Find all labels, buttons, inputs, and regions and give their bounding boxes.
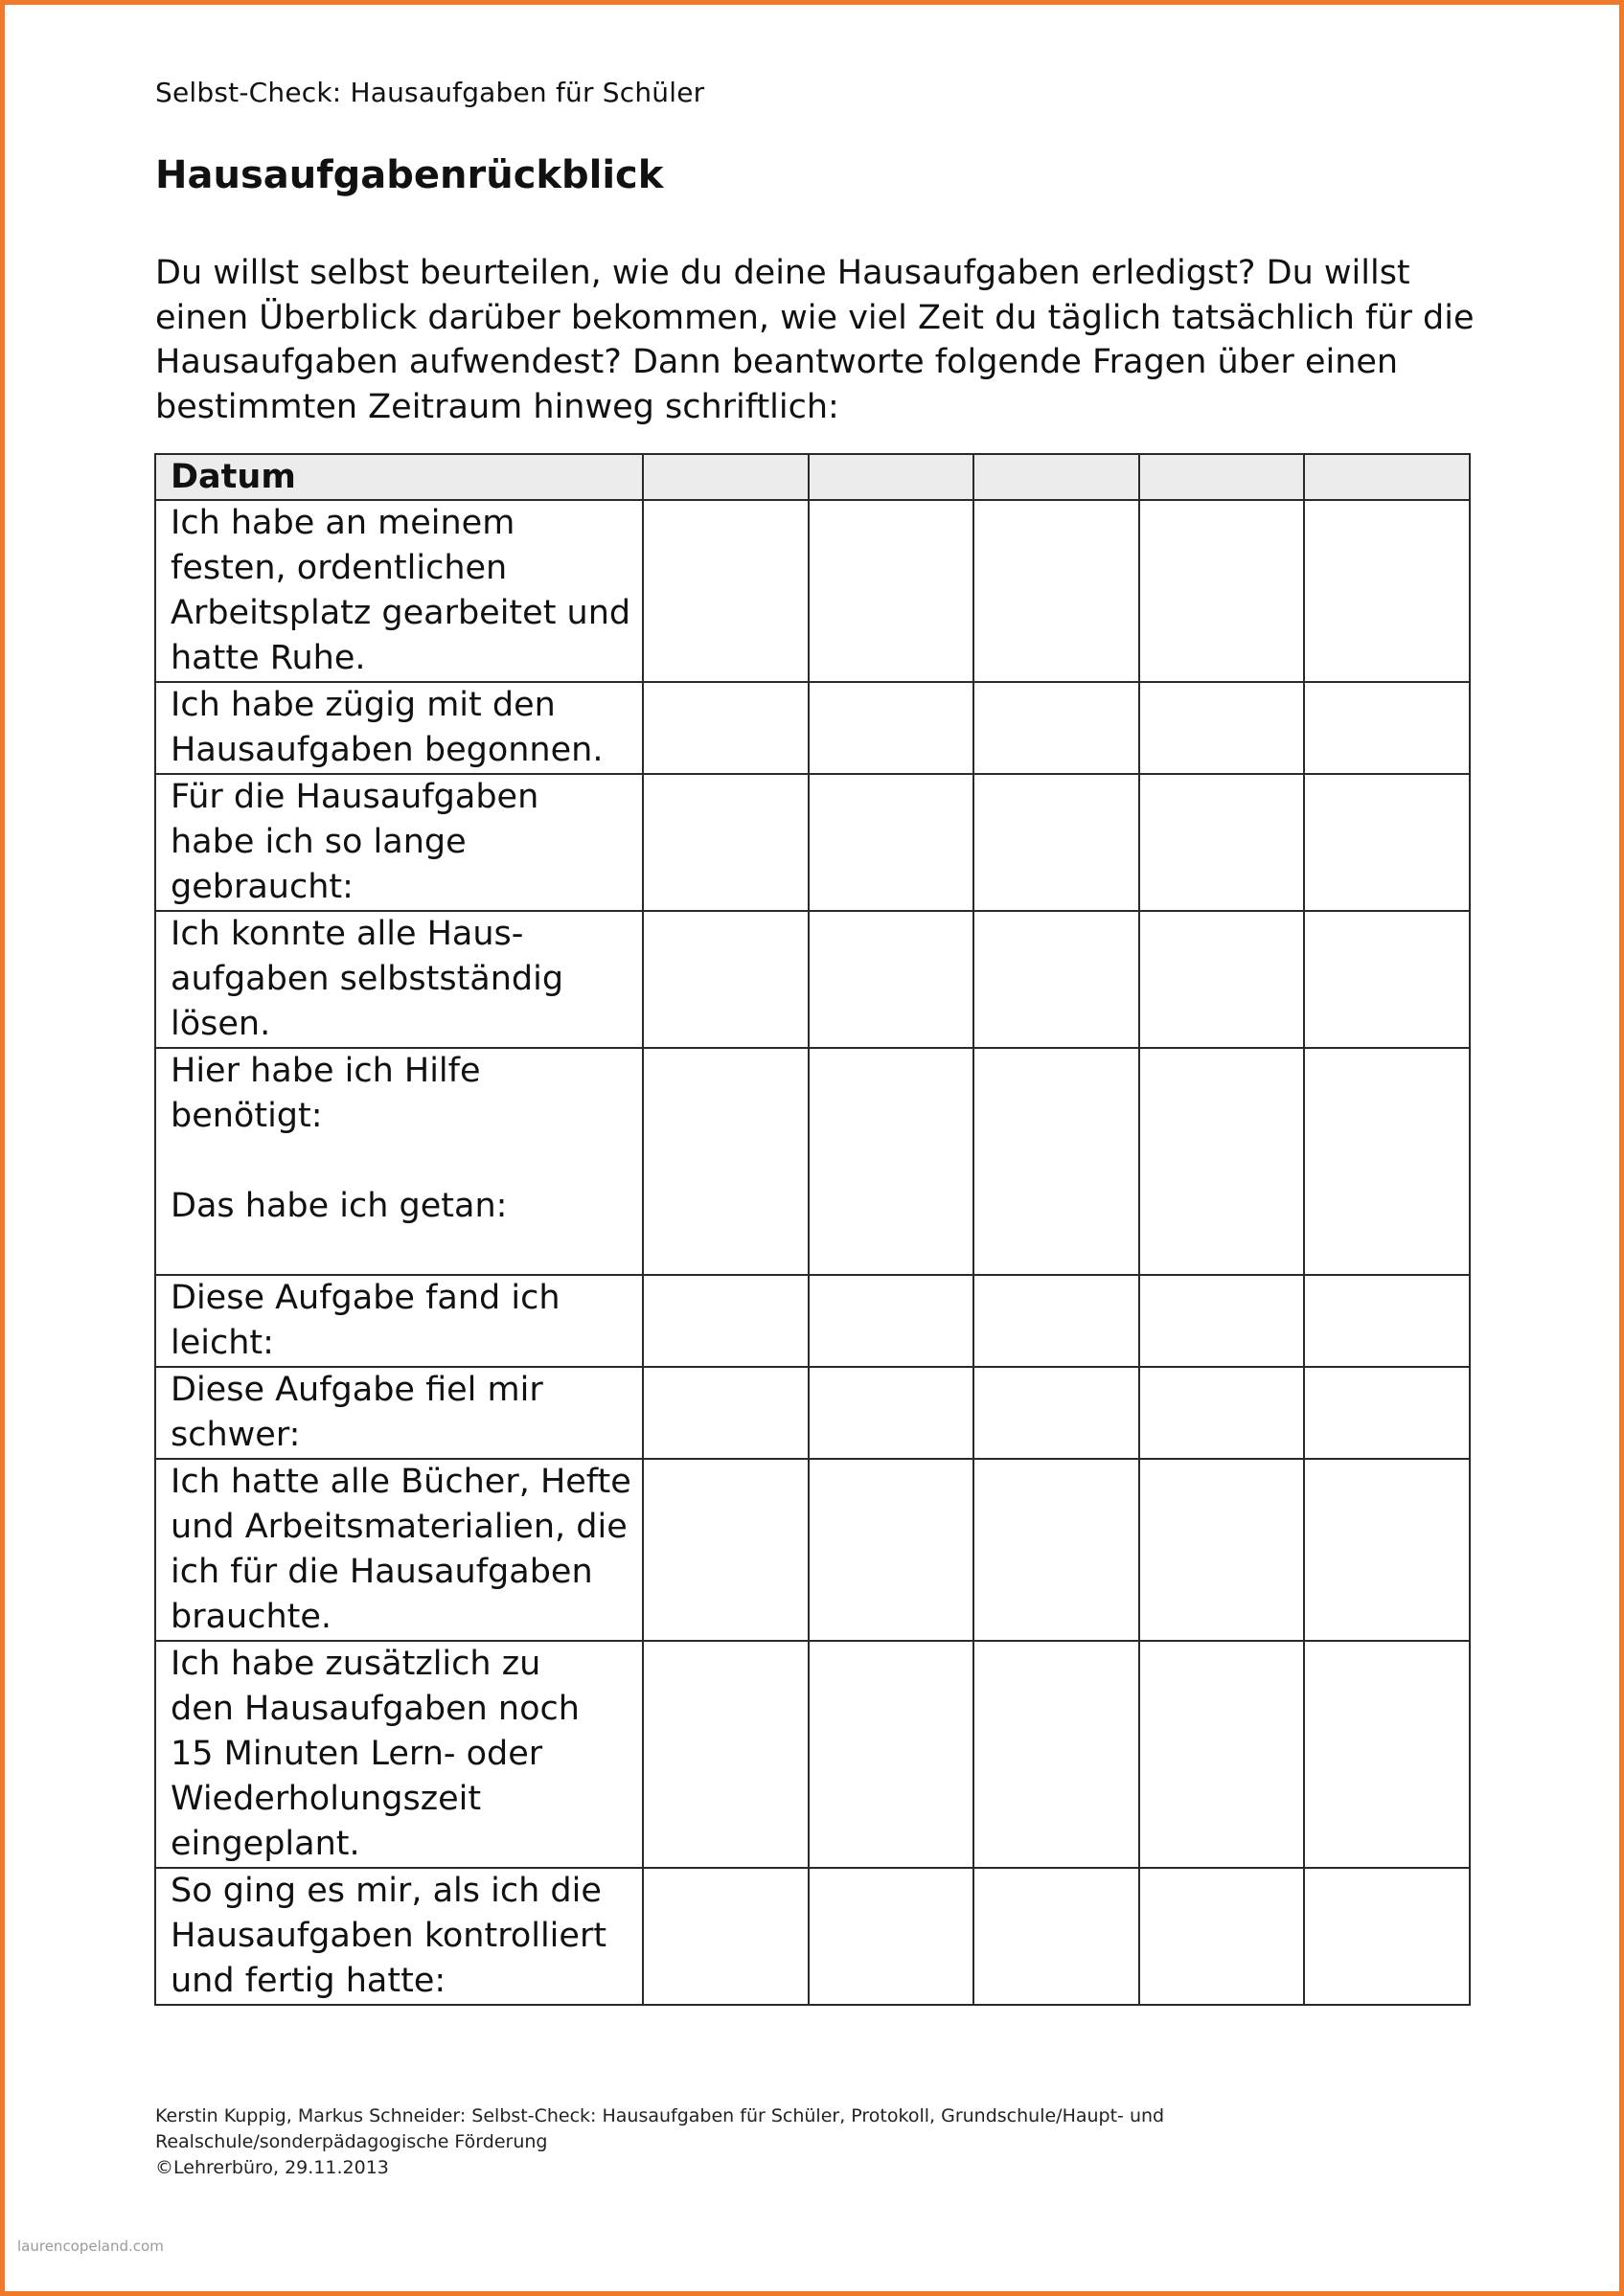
question-cell	[155, 1367, 643, 1459]
answer-cell[interactable]	[643, 1048, 809, 1275]
answer-cell[interactable]	[809, 682, 974, 774]
answer-cell[interactable]	[1139, 682, 1305, 774]
date-column-4[interactable]	[1139, 454, 1305, 500]
question-line: hatte Ruhe.	[171, 639, 366, 677]
question-cell	[155, 774, 643, 911]
answer-cell[interactable]	[1304, 1367, 1470, 1459]
footer-credits	[155, 2103, 1164, 2181]
answer-cell[interactable]	[643, 1367, 809, 1459]
answer-cell[interactable]	[643, 911, 809, 1048]
answer-cell[interactable]	[1304, 1459, 1470, 1641]
answer-cell[interactable]	[643, 1868, 809, 2005]
question-line: den Hausaufgaben noch	[171, 1690, 580, 1728]
answer-cell[interactable]	[1139, 1459, 1305, 1641]
question-line: Hier habe ich Hilfe	[171, 1052, 481, 1090]
question-line: Das habe ich getan:	[171, 1187, 508, 1225]
question-line: Ich konnte alle Haus-	[171, 915, 524, 953]
answer-cell[interactable]	[809, 1868, 974, 2005]
question-line: Hausaufgaben kontrolliert	[171, 1917, 607, 1955]
answer-cell[interactable]	[1139, 774, 1305, 911]
answer-cell[interactable]	[973, 911, 1139, 1048]
answer-cell[interactable]	[809, 1459, 974, 1641]
answer-cell[interactable]	[1304, 774, 1470, 911]
date-column-2[interactable]	[809, 454, 974, 500]
table-header-row	[155, 454, 1470, 500]
table-row	[155, 1641, 1470, 1868]
question-line: Diese Aufgabe fiel mir	[171, 1371, 543, 1409]
answer-cell[interactable]	[973, 1367, 1139, 1459]
line-gap	[171, 1139, 642, 1184]
answer-cell[interactable]	[643, 1459, 809, 1641]
checklist-table	[154, 453, 1471, 2006]
answer-cell[interactable]	[973, 1459, 1139, 1641]
question-line: Ich habe zügig mit den	[171, 686, 556, 724]
header-cell-datum: Datum	[155, 454, 643, 500]
watermark: laurencopeland.com	[17, 2238, 164, 2255]
table-row	[155, 1275, 1470, 1367]
answer-cell[interactable]	[809, 500, 974, 682]
question-line: schwer:	[171, 1416, 301, 1454]
date-column-3[interactable]	[973, 454, 1139, 500]
question-line: So ging es mir, als ich die	[171, 1872, 602, 1910]
question-line: benötigt:	[171, 1097, 323, 1135]
question-line: brauchte.	[171, 1598, 332, 1636]
answer-cell[interactable]	[809, 774, 974, 911]
question-line: Ich hatte alle Bücher, Hefte	[171, 1463, 631, 1501]
question-line: aufgaben selbstständig	[171, 960, 564, 998]
intro-line: bestimmten Zeitraum hinweg schriftlich:	[155, 387, 839, 426]
intro-line: Du willst selbst beurteilen, wie du deine Hausaufgaben erledigst? Du willst	[155, 254, 1410, 292]
answer-cell[interactable]	[1304, 1868, 1470, 2005]
question-line: lösen.	[171, 1005, 271, 1043]
date-column-1[interactable]	[643, 454, 809, 500]
question-cell	[155, 500, 643, 682]
question-cell	[155, 1641, 643, 1868]
question-line: Hausaufgaben begonnen.	[171, 731, 604, 769]
answer-cell[interactable]	[1304, 1048, 1470, 1275]
answer-cell[interactable]	[1304, 1275, 1470, 1367]
footer-line: Kerstin Kuppig, Markus Schneider: Selbst-Check: Hausaufgaben für Schüler, Protokoll, Grundschule/Haupt- und	[155, 2105, 1165, 2126]
question-line: Ich habe zusätzlich zu	[171, 1645, 541, 1683]
question-line: Ich habe an meinem	[171, 504, 515, 542]
question-line: 15 Minuten Lern- oder	[171, 1735, 543, 1773]
question-line: Wiederholungszeit	[171, 1780, 482, 1818]
answer-cell[interactable]	[973, 1641, 1139, 1868]
footer-line: Realschule/sonderpädagogische Förderung	[155, 2131, 548, 2152]
answer-cell[interactable]	[1304, 682, 1470, 774]
question-line: eingeplant.	[171, 1825, 360, 1863]
line-gap	[171, 1229, 642, 1274]
question-line: Arbeitsplatz gearbeitet und	[171, 594, 631, 632]
answer-cell[interactable]	[1139, 1048, 1305, 1275]
table-row	[155, 1868, 1470, 2005]
table-row	[155, 1367, 1470, 1459]
answer-cell[interactable]	[809, 1367, 974, 1459]
answer-cell[interactable]	[643, 1275, 809, 1367]
intro-line: einen Überblick darüber bekommen, wie viel Zeit du täglich tatsächlich für die	[155, 298, 1475, 337]
answer-cell[interactable]	[1304, 500, 1470, 682]
table-row	[155, 500, 1470, 682]
answer-cell[interactable]	[1139, 1275, 1305, 1367]
answer-cell[interactable]	[973, 1048, 1139, 1275]
answer-cell[interactable]	[973, 1868, 1139, 2005]
question-line: und fertig hatte:	[171, 1962, 446, 2000]
answer-cell[interactable]	[973, 1275, 1139, 1367]
table-row	[155, 774, 1470, 911]
answer-cell[interactable]	[1304, 911, 1470, 1048]
table-row	[155, 682, 1470, 774]
answer-cell[interactable]	[1139, 500, 1305, 682]
question-line: und Arbeitsmaterialien, die	[171, 1508, 628, 1546]
answer-cell[interactable]	[1139, 1641, 1305, 1868]
answer-cell[interactable]	[643, 774, 809, 911]
question-line: ich für die Hausaufgaben	[171, 1553, 593, 1591]
answer-cell[interactable]	[1139, 1367, 1305, 1459]
answer-cell[interactable]	[809, 1048, 974, 1275]
question-cell	[155, 1275, 643, 1367]
question-line: Diese Aufgabe fand ich	[171, 1279, 560, 1317]
answer-cell[interactable]	[809, 1275, 974, 1367]
date-column-5[interactable]	[1304, 454, 1470, 500]
table-row	[155, 911, 1470, 1048]
answer-cell[interactable]	[1139, 911, 1305, 1048]
page-title: Hausaufgabenrückblick	[155, 153, 664, 197]
answer-cell[interactable]	[809, 1641, 974, 1868]
answer-cell[interactable]	[973, 774, 1139, 911]
answer-cell[interactable]	[973, 500, 1139, 682]
question-line: leicht:	[171, 1324, 274, 1362]
answer-cell[interactable]	[643, 682, 809, 774]
question-cell	[155, 1868, 643, 2005]
question-cell	[155, 911, 643, 1048]
question-cell	[155, 1048, 643, 1275]
answer-cell[interactable]	[809, 911, 974, 1048]
answer-cell[interactable]	[973, 682, 1139, 774]
question-cell	[155, 1459, 643, 1641]
question-line: Für die Hausaufgaben	[171, 778, 539, 816]
intro-paragraph	[155, 251, 1497, 429]
answer-cell[interactable]	[643, 500, 809, 682]
answer-cell[interactable]	[1139, 1868, 1305, 2005]
intro-line: Hausaufgaben aufwendest? Dann beantworte folgende Fragen über einen	[155, 343, 1399, 381]
answer-cell[interactable]	[1304, 1641, 1470, 1868]
question-line: festen, ordentlichen	[171, 549, 508, 587]
question-cell	[155, 682, 643, 774]
table-row	[155, 1048, 1470, 1275]
table-row	[155, 1459, 1470, 1641]
question-line: gebraucht:	[171, 868, 354, 906]
answer-cell[interactable]	[643, 1641, 809, 1868]
document-header: Selbst-Check: Hausaufgaben für Schüler	[155, 77, 705, 108]
footer-line: ©Lehrerbüro, 29.11.2013	[155, 2157, 389, 2178]
question-line: habe ich so lange	[171, 823, 467, 861]
